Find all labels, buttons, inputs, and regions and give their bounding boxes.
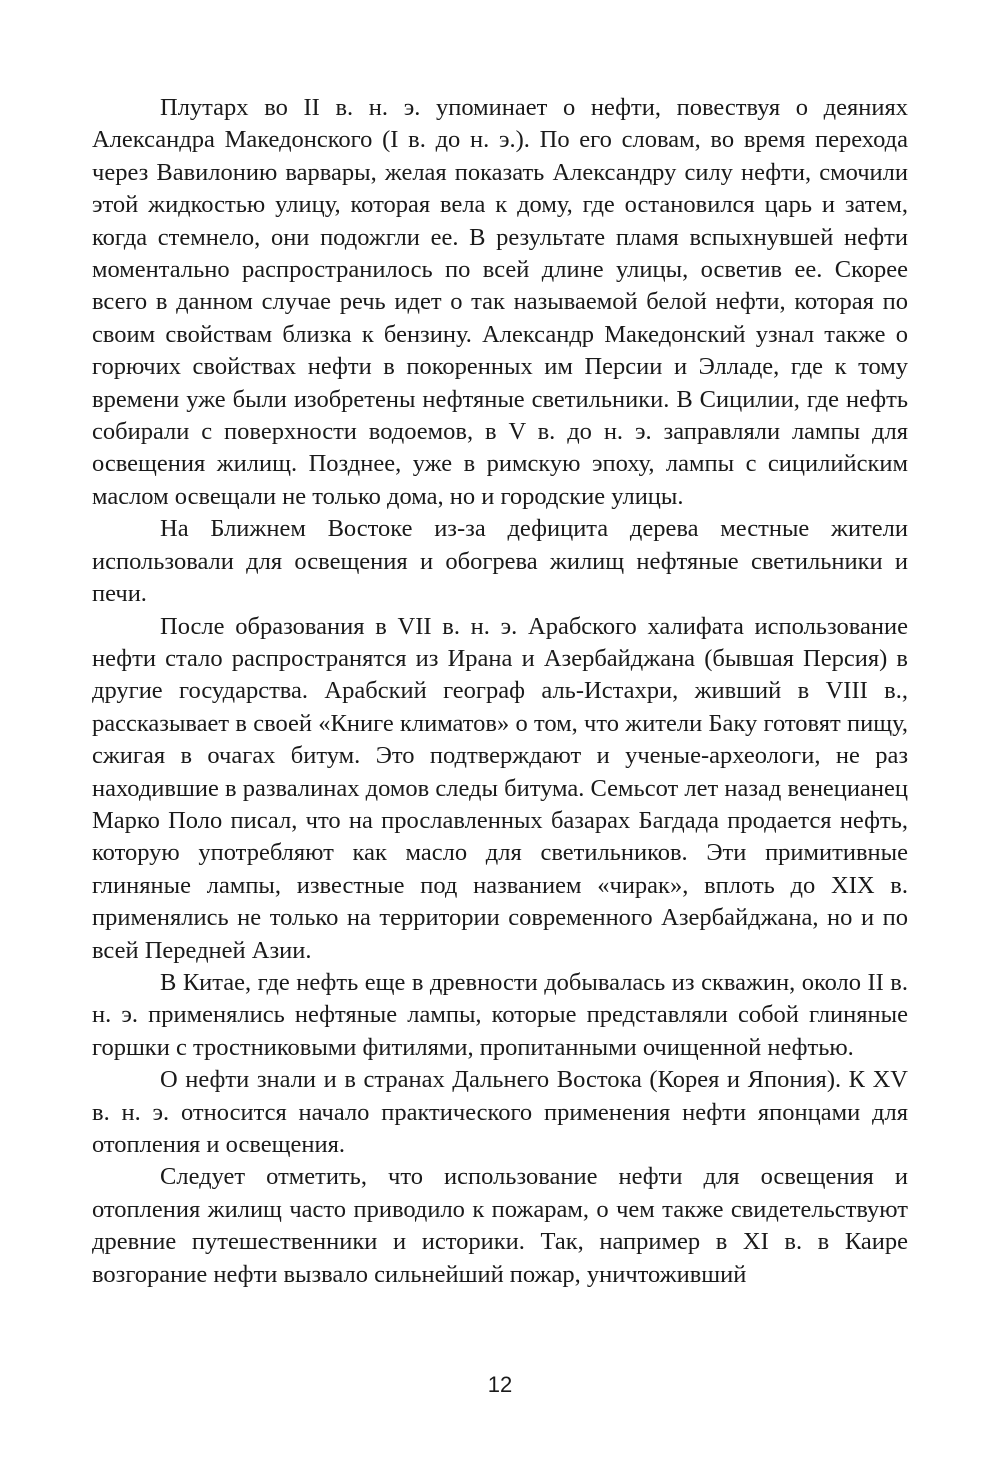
body-text — [92, 92, 908, 1291]
paragraph-plutarch: Плутарх во II в. н. э. упоминает о нефти, повествуя о деяниях Александра Македонского (I в. до н. э.). По его словам, во время перехода через Вавилонию варвары, желая показать Александру силу нефти, смочили этой жидкостью улицу, которая вела к дому, где остановился царь и затем, когда стемнело, они подожгли ее. В результате пламя вспыхнувшей нефти моментально распространилось по всей длине улицы, осветив ее. Скорее всего в данном случае речь идет о так называемой белой нефти, которая по своим свойствам близка к бензину. Александр Македонский узнал также о горючих свойствах нефти в покоренных им Персии и Элладе, где к тому времени уже были изобретены нефтяные светильники. В Сицилии, где нефть собирали с поверхности водоемов, в V в. до н. э. заправляли лампы для освещения жилищ. Позднее, уже в римскую эпоху, лампы с сицилийским маслом освещали не только дома, но и городские улицы. — [92, 94, 908, 510]
paragraph-china: В Китае, где нефть еще в древности добывалась из скважин, около II в. н. э. применялись нефтяные лампы, которые представляли собой глиняные горшки с тростниковыми фитилями, пропитанными очищенной нефтью. — [92, 968, 908, 1061]
paragraph-near-east: На Ближнем Востоке из-за дефицита дерева местные жители использовали для освещения и обогрева жилищ нефтяные светильники и печи. — [92, 515, 908, 608]
page-number: 12 — [487, 1372, 513, 1397]
paragraph-far-east: О нефти знали и в странах Дальнего Востока (Корея и Япония). К XV в. н. э. относится начало практического применения нефти японцами для отопления и освещения. — [92, 1066, 908, 1158]
paragraph-fires: Следует отметить, что использование нефти для освещения и отопления жилищ часто приводило к пожарам, о чем также свидетельствуют древние путешественники и историки. Так, например в XI в. в Каире возгорание нефти вызвало сильнейший пожар, уничтоживший — [92, 1163, 908, 1288]
paragraph-arab-caliphate: После образования в VII в. н. э. Арабского халифата использование нефти стало распространятся из Ирана и Азербайджана (бывшая Персия) в другие государства. Арабский географ аль-Истахри, живший в VIII в., рассказывает в своей «Книге климатов» о том, что жители Баку готовят пищу, сжигая в очагах битум. Это подтверждают и ученые-археологи, не раз находившие в развалинах домов следы битума. Семьсот лет назад венецианец Марко Поло писал, что на прославленных базарах Багдада продается нефть, которую употребляют как масло для светильников. Эти примитивные глиняные лампы, известные под названием «чирак», вплоть до XIX в. применялись не только на территории современного Азербайджана, но и по всей Передней Азии. — [92, 612, 908, 964]
